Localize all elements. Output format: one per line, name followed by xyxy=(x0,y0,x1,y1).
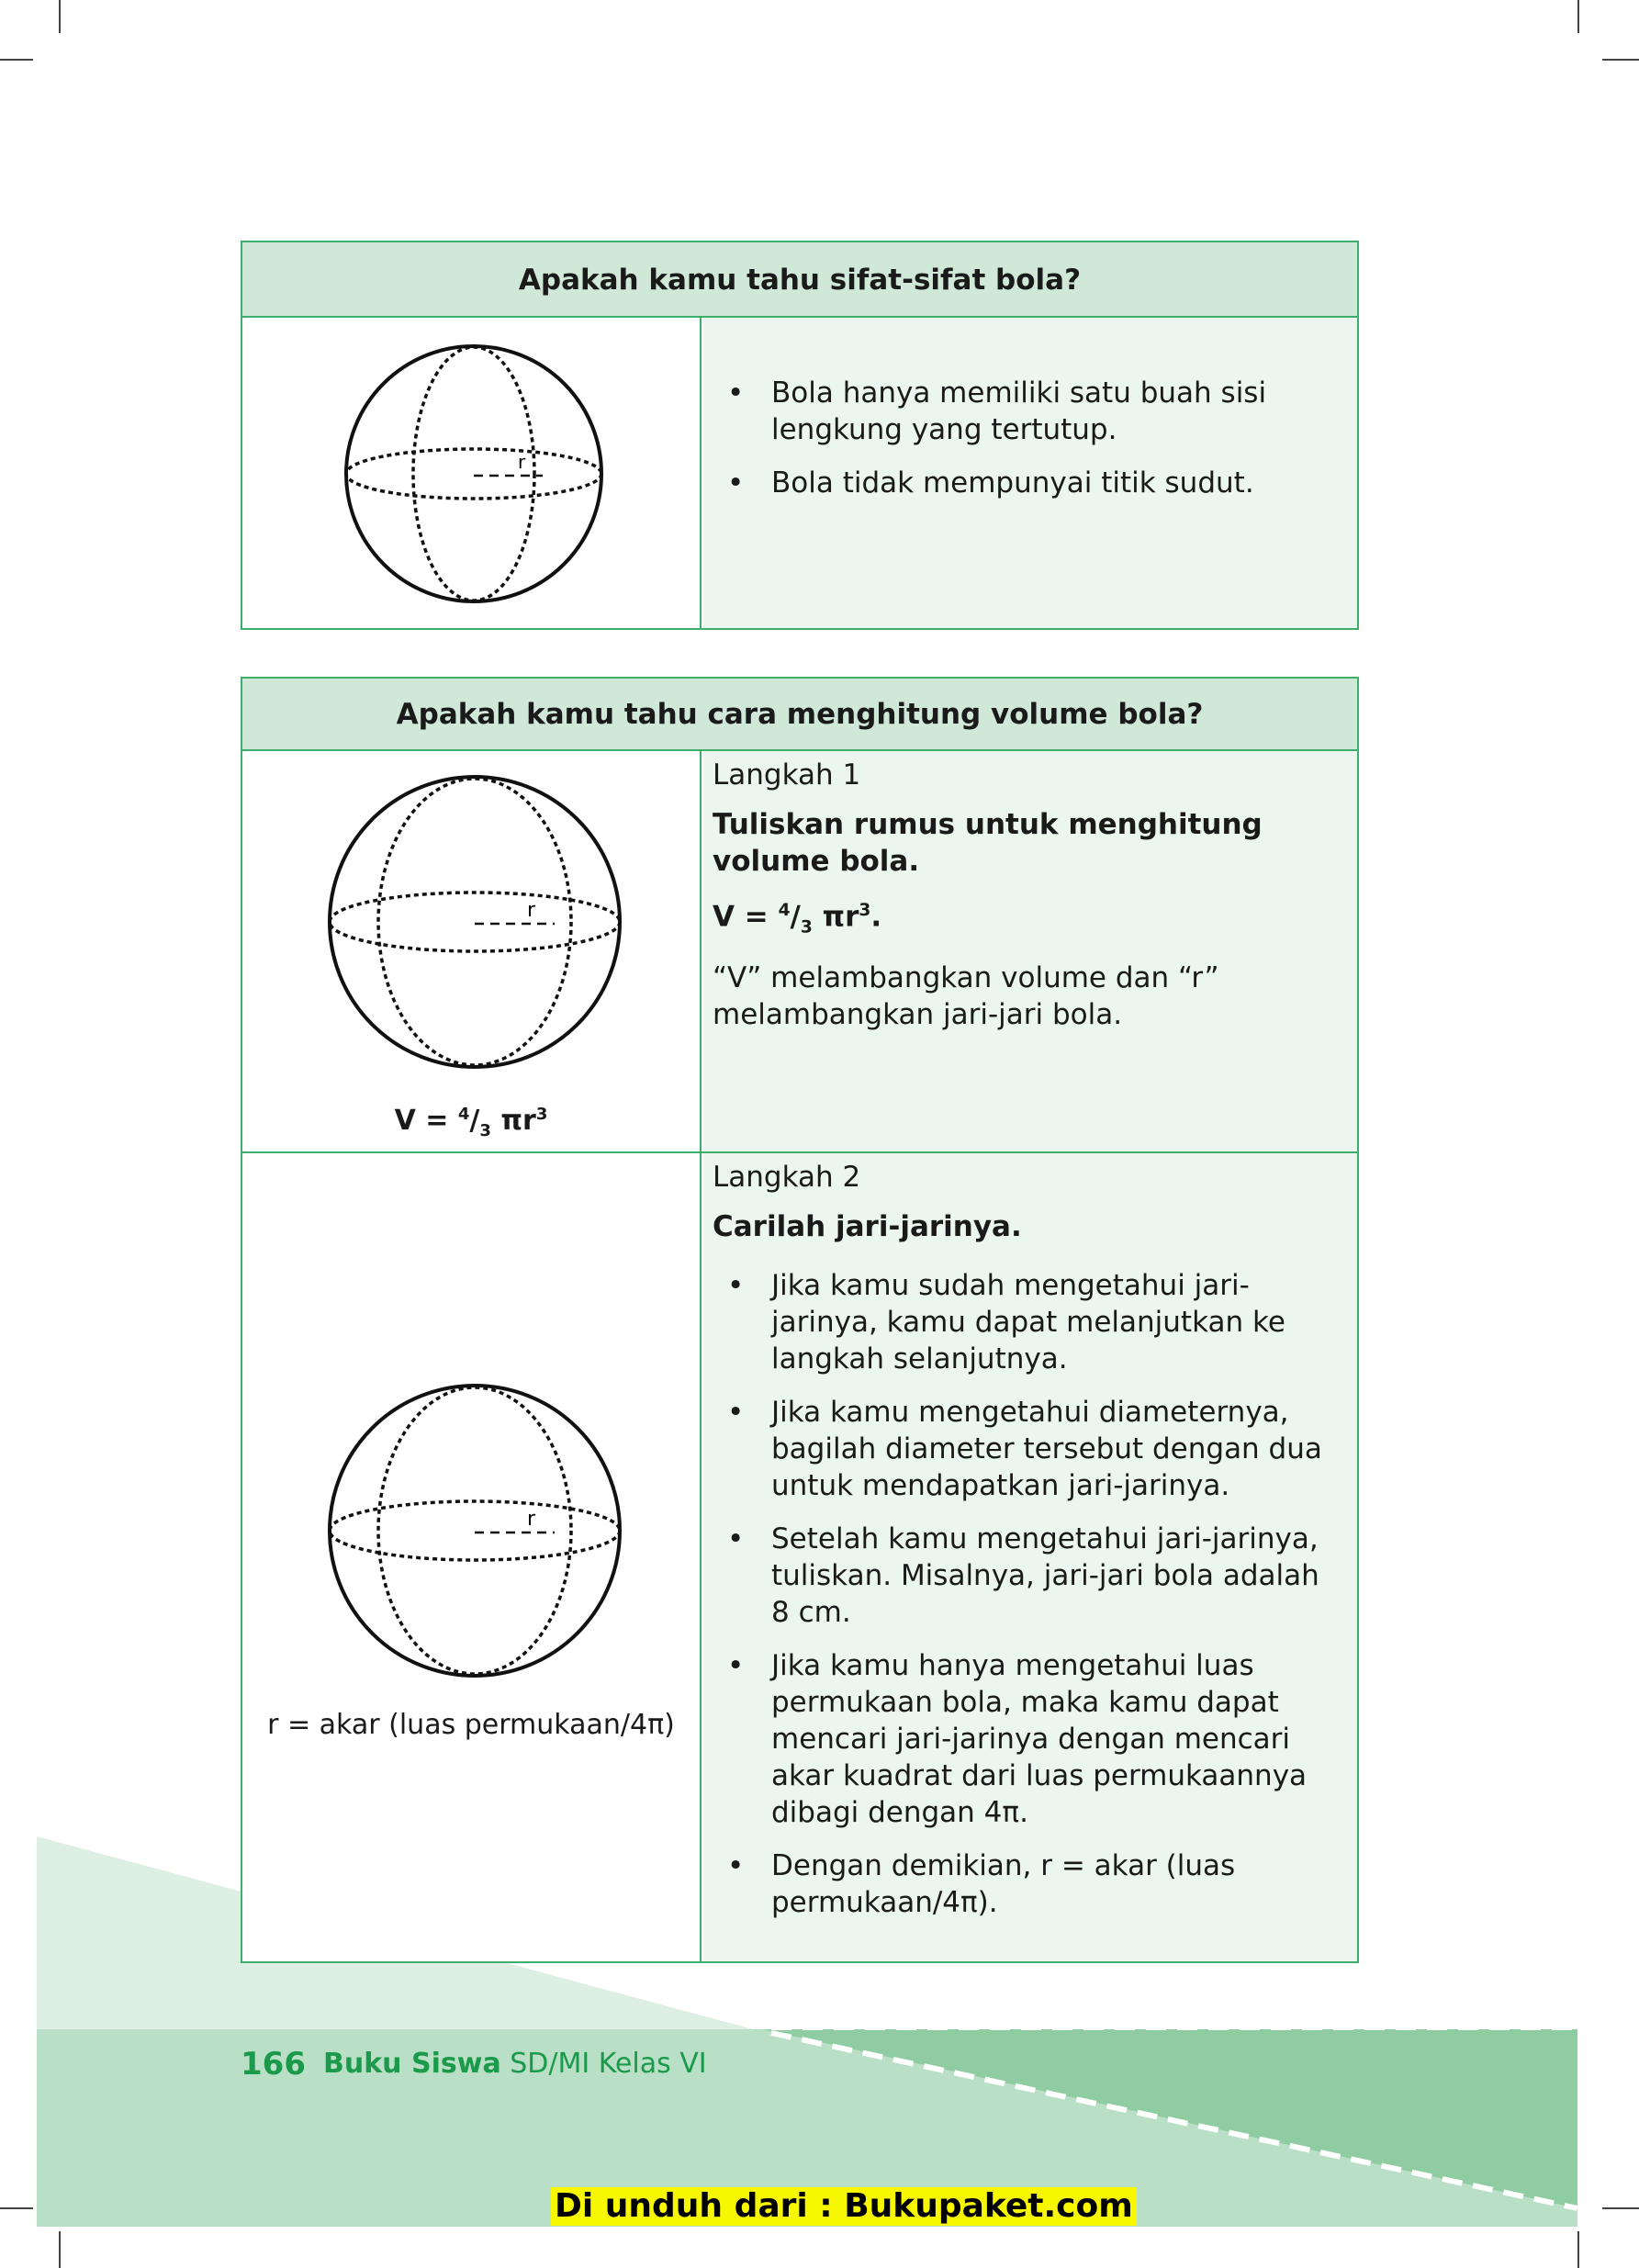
radius-label: r xyxy=(527,1508,536,1531)
step1-instruction: Tuliskan rumus untuk menghitung volume bola. xyxy=(713,808,1263,878)
volume-formula: $V = ^4/_3$ $\pi r^3$. xyxy=(713,900,882,938)
page-number: 166 xyxy=(241,2046,306,2083)
volume-formula-caption: $V = ^4/_3$ $\pi r^3$ xyxy=(394,1105,548,1140)
radius-formula-caption: r = akar (luas permukaan/4π) xyxy=(267,1709,675,1741)
volume-box xyxy=(241,677,1359,1963)
list-item: • Bola hanya memiliki satu buah sisi lengkung yang tertutup. xyxy=(713,375,1337,448)
sphere-icon xyxy=(242,318,702,628)
volume-header: Apakah kamu tahu cara menghitung volume bola? xyxy=(242,679,1357,751)
book-title: Buku Siswa SD/MI Kelas VI xyxy=(323,2048,707,2080)
radius-label: r xyxy=(527,899,536,922)
step1-text-cell xyxy=(703,751,1357,1151)
list-item: • Dengan demikian, r = akar (luas permukaan/4π). xyxy=(713,1847,1337,1921)
properties-header: Apakah kamu tahu sifat-sifat bola? xyxy=(242,242,1357,318)
sphere-icon xyxy=(242,1153,702,1723)
step1-title: Langkah 1 xyxy=(713,758,861,792)
step2-instruction: Carilah jari-jarinya. xyxy=(713,1210,1022,1243)
formula-explanation: “V” melambangkan volume dan “r” melambangkan jari-jari bola. xyxy=(713,960,1219,1031)
list-item: • Setelah kamu mengetahui jari-jarinya, tuliskan. Misalnya, jari-jari bola adalah 8 cm. xyxy=(713,1521,1337,1631)
list-item: • Bola tidak mempunyai titik sudut. xyxy=(713,465,1337,501)
properties-box xyxy=(241,241,1359,630)
step2-text-cell xyxy=(703,1153,1357,1961)
list-item: • Jika kamu sudah mengetahui jari-jarinya, kamu dapat melanjutkan ke langkah selanjutnya. xyxy=(713,1267,1337,1377)
properties-text-cell xyxy=(703,318,1357,628)
list-item: • Jika kamu mengetahui diameternya, bagilah diameter tersebut dengan dua untuk mendapatkan jari-jarinya. xyxy=(713,1394,1337,1504)
step2-title: Langkah 2 xyxy=(713,1161,861,1194)
step2-figure-cell xyxy=(242,1153,702,1961)
download-source-note: Di unduh dari : Bukupaket.com xyxy=(551,2187,1137,2226)
step1-figure-cell xyxy=(242,751,702,1151)
step2-list xyxy=(713,1267,1337,1921)
list-item: • Jika kamu hanya mengetahui luas permukaan bola, maka kamu dapat mencari jari-jarinya dengan mencari akar kuadrat dari luas permukaannya dibagi dengan 4π. xyxy=(713,1647,1337,1831)
sphere-icon xyxy=(242,751,702,1100)
sphere-figure-cell xyxy=(242,318,702,628)
radius-label: r xyxy=(518,451,526,473)
